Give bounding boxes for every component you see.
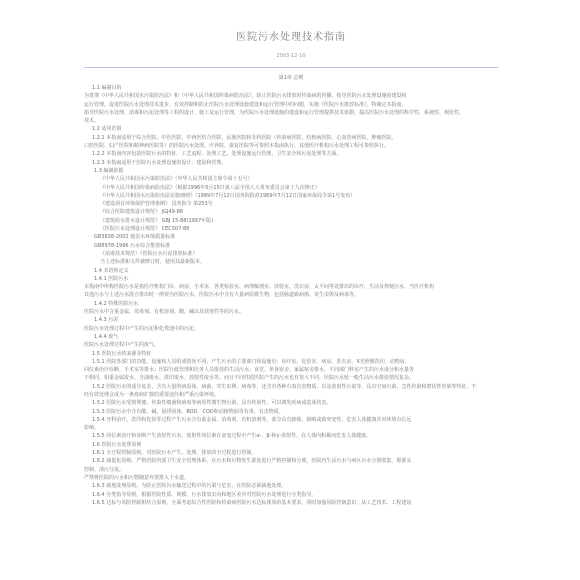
text-line: 1.3 编制依据 (94, 167, 124, 174)
text-line: 运行管理，促进医院污水处理技术进步，有效控制和防止医院污水处理设施建设和运行管理中的问题，实施《医院污水排放标准》，特制定本指南。 (84, 101, 407, 108)
text-line: GB3838-2002 地表水环境质量标准 (94, 234, 176, 241)
text-line: 1.6.4 分类指导原则。根据医院性质、规模、污水排放去向和地区差异对医院污水处理进行分类指导。 (92, 491, 317, 498)
text-line: 1.4.4 废气 (94, 333, 119, 340)
text-line: 1.4.3 污泥 (94, 317, 119, 324)
text-line: 1.4.2 特殊医院污水 (94, 300, 139, 307)
document-title: 医院污水处理技术指南 (236, 32, 346, 43)
text-line: 医院污水处理过程中产生的污泥和化粪池中的污泥。 (84, 325, 200, 332)
text-line: 1.6.1 全过程控制原则。对医院污水产生、处理、排放的全过程进行控制。 (92, 450, 257, 457)
text-line: 为贯彻《中华人民共和国水污染防治法》和《中华人民共和国传染病防治法》，防止医院污水排放时传染病的传播，指导医院污水处理设施的建设和 (84, 93, 407, 100)
text-line: 不相同，如重金属废水、含油废水、洗印废水、放射性废水等。而且不同性质医院产生的污水也有很大不同。医院污水较一般生活污水排放情况复杂。 (84, 375, 415, 382)
text-line: 1.6.2 减量化原则。严格医院内部卫生安全管理体系，在污水和污物发生源处进行严格控制和分离，医院内生活污水与病区污水分别收集，即源头 (92, 458, 412, 465)
text-line: 1.6.3 就地处理原则。为防止医院污水输送过程中的污染与危害，在医院必须就地处理。 (92, 483, 287, 490)
text-line: 1.2 适用范围 (92, 126, 122, 133)
text-line: 经有效处理会成为一条疫病扩散的重要途径和严重污染环境。 (84, 391, 220, 398)
text-line: 医院污水中含重金属、消毒剂、有机溶剂、酸、碱以及放射性等的污水。 (84, 309, 245, 316)
text-line: 1.5.3 医院污水中含有酸、碱、悬浮固体、BOD、COD和动植物油等有毒、有害物质。 (92, 408, 284, 415)
title-divider (84, 67, 498, 68)
text-line: 《中华人民共和国水污染防治法实施细则》（1989年7月12日国务院批准1989年7月12日国家环保局令第1号发布） (100, 192, 356, 199)
text-line: 同位素治疗诊断、手术室等排水；医院行政管理和医务人员排放的生活污水；食堂、单身宿舍、家属宿舍排水。不同部门科室产生的污水成分和水量各 (84, 367, 415, 374)
text-line: 1.2.3 本指南适用于医院污水处理设施的设计、建设和管理。 (92, 159, 227, 166)
text-line: 严禁将医院的污水和污物随意弃置排入下水道。 (84, 474, 190, 481)
text-line: 《中华人民共和国传染病防治法》（根据1996年5月15日第八届全国人大常务委员会第十九次修正） (100, 184, 320, 191)
text-line: 1.6.5 达标与风险控制相结合原则。全面考虑综合性医院和传染病医院污水达标排放的基本要求，同时加强风险控制意识，从工艺技术、工程建设 (92, 499, 412, 506)
document-body (84, 84, 498, 507)
text-line: 口腔医院、妇产医院和精神病医院等）的医院污水处理。疗养院、康复医院等可参照本指南执行，其他医疗机构污水处理工程可参照执行。 (84, 143, 390, 150)
text-line: 1.4.1 医院污水 (94, 275, 129, 282)
text-line: 指导医院污水处理、消毒和污泥处理等工程的设计、施工及运行管理。为医院污水处理设施的建设和运行管理提供技术依据，提高医院污水处理的科学性、系统性、规范性。 (84, 109, 465, 116)
text-line: 1.5 医院污水的来源及特征 (92, 350, 152, 357)
text-line: 1.2.1 本指南适用于综合医院、中医医院、中西医结合医院、民族医院和专科医院（传染病医院、结核病医院、心血管病医院、肿瘤医院、 (92, 134, 397, 141)
text-line: 《综合医院建筑设计规范》 JGJ49-88 (100, 209, 183, 216)
text-line: 影响。 (84, 425, 100, 432)
text-line: 其他污水与上述污水混合排出时一律视为医院污水。医院污水中含有大量病原微生物，包括肠道致病菌、寄生虫卵及病毒等。 (84, 292, 360, 299)
chapter-heading: 第1章 总则 (278, 75, 304, 81)
text-line: 当上述标准和文件被修订时，使用其最新版本。 (100, 259, 206, 266)
text-line: 本指南中所称医院污水是指医疗机构门诊、病房、手术室、各类检验室、病理解剖室、放射室、洗衣房、太平间等处排出的诊疗、生活及粪便污水，当医疗机构 (84, 284, 435, 291)
text-line: 《医院污水处理设计规范》 CECS07:88 (100, 226, 190, 233)
text-line: 1.2.2 本指南内容包括医院污水的特征、工艺流程、处理工艺、处理设施运行管理，卫生安全和污泥处理等方面。 (92, 151, 342, 158)
text-line: 1.1 编制目的 (92, 85, 122, 91)
text-line: 1.4 术语和定义 (94, 267, 129, 274)
text-line: 1.5.2 医院污水受到粪便、传染性细菌和病毒等病原性微生物污染，具有传染性，可以诱发疾病或造成伤害。 (92, 400, 332, 407)
text-line: 1.5.2 医院污水的成分复杂，含有大量的病原体、病菌、寄生虫卵、病毒等，还含有各种有毒有害物质，以及放射性污染等，具有空间污染、急性传染和潜伏性传染等特征，不 (92, 383, 477, 390)
text-line: 技术。 (84, 118, 100, 125)
text-line: 《中华人民共和国水污染防治法》（中华人民共和国主席令第十五号） (100, 176, 253, 183)
document-date: 2003-12-10 (276, 53, 306, 59)
text-line: 1.6 医院污水处理原则 (92, 441, 142, 448)
text-line: 《建筑给水排水设计规范》 GBJ 15-88(1997年版) (100, 217, 214, 224)
text-line: 《建设项目环境保护管理条例》 国务院令 第253号 (100, 201, 213, 208)
text-line: 控制、清污分流。 (84, 466, 125, 473)
text-line: 1.5.1 医院各部门的功能、设施和人员组成情况不同，产生污水的主要部门和设施有：诊疗室、化验室、病房、洗衣房、X光照像洗印、动物房、 (92, 358, 410, 365)
text-line: 1.5.5 同位素治疗和诊断产生放射性污水。放射性同位素在衰变过程中产生α-、β-和γ-放射性，在人体内积累而危害人体健康。 (92, 433, 372, 440)
text-line: 1.5.4 牙科治疗、洗印和化验等过程产生污水含有重金属、消毒剂、有机溶剂等，部分具有致癌、致畸或致突变性，危害人体健康并对环境有长远 (92, 416, 412, 423)
text-line: GB8978-1996 污水综合排放标准 (94, 242, 171, 249)
text-line: 《消毒技术规范》《医院污水污泥排放标准》 (100, 250, 198, 257)
text-line: 医院污水处理过程中产生的废气。 (84, 342, 160, 349)
